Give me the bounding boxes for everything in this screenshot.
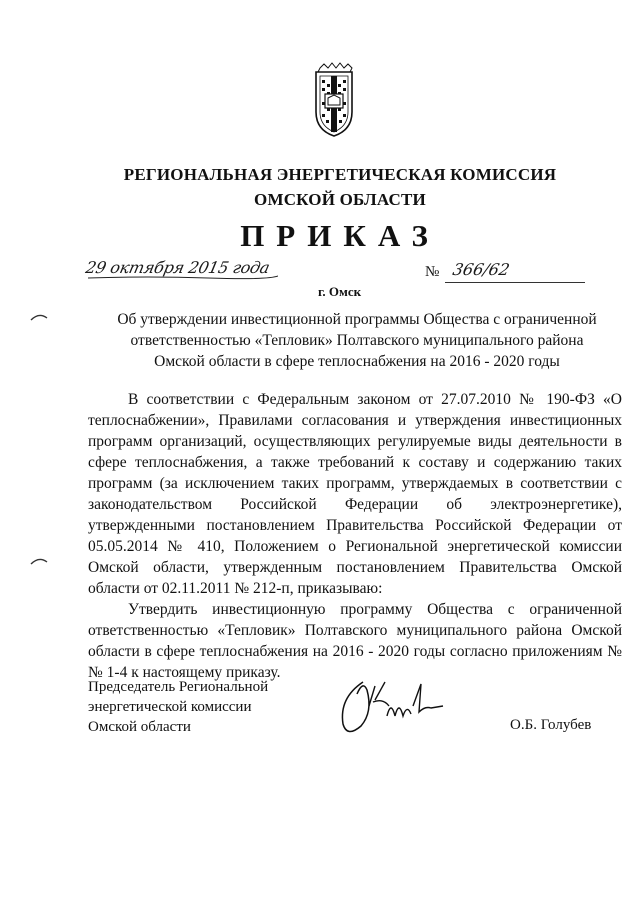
handwritten-signature-icon	[333, 676, 445, 740]
document-type-title: ПРИКАЗ	[240, 218, 440, 253]
organization-title	[0, 162, 640, 212]
coat-of-arms-icon	[312, 62, 356, 138]
order-date: 29 октября 2015 года	[83, 258, 272, 277]
signer-title-line1: Председатель Региональной	[88, 679, 269, 695]
body-paragraph-basis: В соответствии с Федеральным законом от 27.07.2010 № 190-ФЗ «О теплоснабжении», Правилами согласования и утверждения инвестиционных программ организаций, осуществляющих регулируемые виды деятельности в сфере теплоснабжения, а также требований к составу и содержанию таких программ (за исключением таких программ, утверждаемых в соответствии с законодательством Российской Федерации об электроэнергетике), утвержденными постановлением Правительства Российской Федерации от 05.05.2014 № 410, Положением о Региональной энергетической комиссии Омской области, утвержденным постановлением Правительства Омской области от 02.11.2011 № 212-п, приказываю:	[88, 391, 622, 597]
order-number-label: №	[425, 264, 440, 280]
order-number: 366/62	[450, 260, 512, 279]
order-subject-line3: Омской области в сфере теплоснабжения на 2016 - 2020 годы	[154, 353, 560, 370]
order-body	[88, 389, 622, 683]
signer-name: О.Б. Голубев	[510, 717, 592, 733]
order-subject	[90, 309, 624, 372]
signer-title	[88, 677, 268, 737]
order-number-underline	[445, 282, 585, 283]
order-subject-line1: Об утверждении инвестиционной программы Общества с ограниченной	[117, 311, 597, 328]
margin-mark-icon	[30, 556, 48, 566]
organization-title-line2: ОМСКОЙ ОБЛАСТИ	[254, 190, 426, 209]
organization-title-line1: РЕГИОНАЛЬНАЯ ЭНЕРГЕТИЧЕСКАЯ КОМИССИЯ	[123, 165, 557, 184]
body-paragraph-decision: Утвердить инвестиционную программу Общества с ограниченной ответственностью «Тепловик» Полтавского муниципального района Омской области в сфере теплоснабжения на 2016 - 2020 годы согласно приложениям №№ 1-4 к настоящему приказу.	[88, 601, 622, 681]
signer-title-line2: энергетической комиссии	[88, 699, 252, 715]
margin-mark-icon	[30, 312, 48, 322]
order-city: г. Омск	[318, 284, 362, 299]
signer-title-line3: Омской области	[88, 719, 191, 735]
order-subject-line2: ответственностью «Тепловик» Полтавского муниципального района	[130, 332, 584, 349]
